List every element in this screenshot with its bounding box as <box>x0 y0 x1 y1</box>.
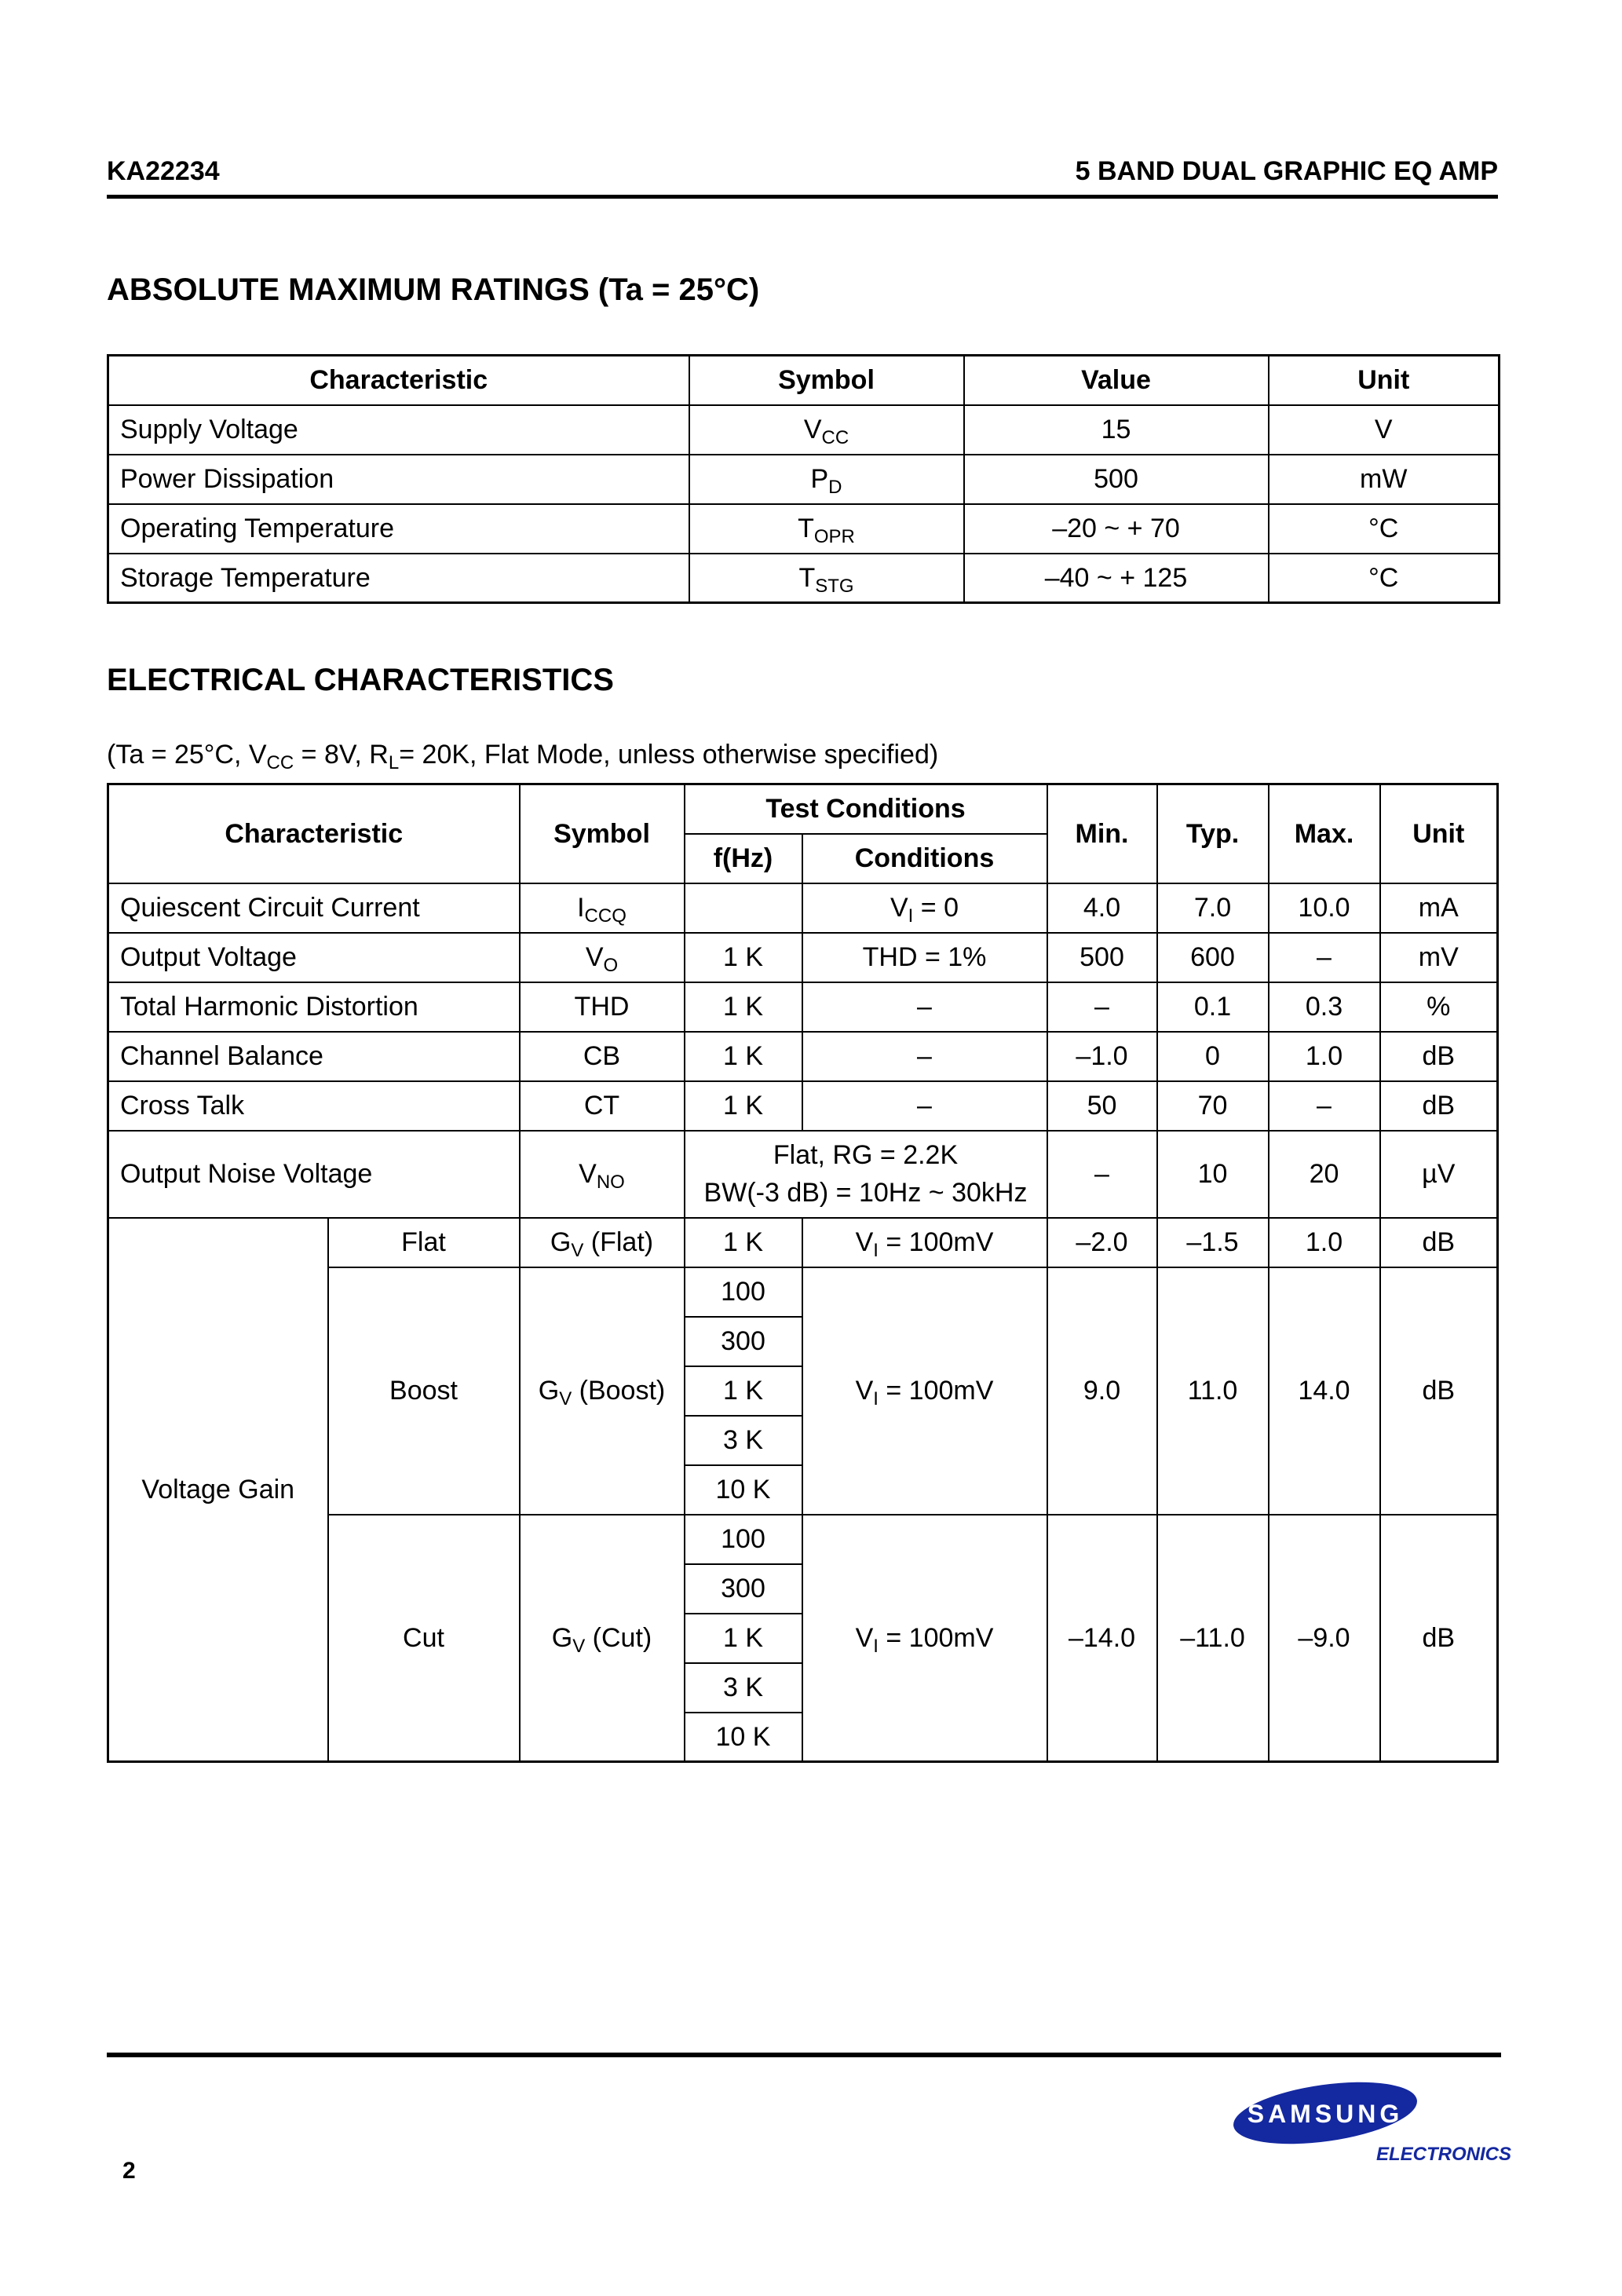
freq-cell: 1 K <box>685 1614 802 1663</box>
table-header-row <box>108 784 1498 834</box>
max-cell: –9.0 <box>1269 1515 1380 1762</box>
unit-cell: °C <box>1269 504 1500 554</box>
freq-cell: 300 <box>685 1317 802 1366</box>
table-row <box>108 1218 1498 1267</box>
freq-cell: 1 K <box>685 1218 802 1267</box>
symbol-cell: $T_{OPR}$ <box>689 504 964 554</box>
typ-cell: –1.5 <box>1157 1218 1269 1267</box>
table-row <box>108 405 1500 455</box>
table-row <box>108 982 1498 1032</box>
gain-mode-cell: Flat <box>328 1218 520 1267</box>
conditions-cell: $V_I = 100mV$ <box>802 1218 1047 1267</box>
characteristic-cell: Output Noise Voltage <box>108 1131 520 1218</box>
value-cell: 500 <box>964 455 1269 504</box>
symbol-cell: $T_{STG}$ <box>689 554 964 603</box>
unit-cell: mA <box>1380 883 1498 933</box>
table-row <box>108 455 1500 504</box>
conditions-cell: Flat, RG = 2.2K BW(-3 dB) = 10Hz ~ 30kHz <box>685 1131 1047 1218</box>
freq-cell: 3 K <box>685 1416 802 1465</box>
symbol-cell: $V_{NO}$ <box>520 1131 685 1218</box>
typ-cell: 10 <box>1157 1131 1269 1218</box>
part-number: KA22234 <box>107 156 220 186</box>
footer-rule <box>107 2053 1501 2057</box>
col-symbol: Symbol <box>689 356 964 405</box>
conditions-cell: THD = 1% <box>802 933 1047 982</box>
max-cell: 1.0 <box>1269 1032 1380 1081</box>
freq-cell: 3 K <box>685 1663 802 1713</box>
symbol-cell: $G_V$ (Boost) <box>520 1267 685 1515</box>
max-cell: 14.0 <box>1269 1267 1380 1515</box>
unit-cell: % <box>1380 982 1498 1032</box>
characteristic-cell: Power Dissipation <box>108 455 689 504</box>
min-cell: 500 <box>1047 933 1157 982</box>
value-cell: 15 <box>964 405 1269 455</box>
unit-cell: dB <box>1380 1267 1498 1515</box>
max-cell: 1.0 <box>1269 1218 1380 1267</box>
freq-cell: 10 K <box>685 1713 802 1762</box>
min-cell: 9.0 <box>1047 1267 1157 1515</box>
freq-cell: 100 <box>685 1515 802 1564</box>
conditions-cell: $V_I = 100mV$ <box>802 1515 1047 1762</box>
col-unit: Unit <box>1269 356 1500 405</box>
symbol-cell: CT <box>520 1081 685 1131</box>
conditions-cell: – <box>802 1032 1047 1081</box>
freq-cell: 10 K <box>685 1465 802 1515</box>
typ-cell: 0.1 <box>1157 982 1269 1032</box>
max-cell: – <box>1269 933 1380 982</box>
col-symbol: Symbol <box>520 784 685 883</box>
table-row <box>108 504 1500 554</box>
freq-cell: 100 <box>685 1267 802 1317</box>
page-number: 2 <box>122 2158 136 2184</box>
unit-cell: mW <box>1269 455 1500 504</box>
unit-cell: V <box>1269 405 1500 455</box>
logo-division-text: ELECTRONICS <box>1375 2144 1511 2165</box>
abs-max-title: ABSOLUTE MAXIMUM RATINGS (Ta = 25°C) <box>107 272 760 307</box>
symbol-cell: $I_{CCQ}$ <box>520 883 685 933</box>
logo-brand-text: SAMSUNG <box>1247 2100 1404 2128</box>
freq-cell: 1 K <box>685 933 802 982</box>
table-row <box>108 554 1500 603</box>
characteristic-cell: Supply Voltage <box>108 405 689 455</box>
characteristic-cell: Quiescent Circuit Current <box>108 883 520 933</box>
typ-cell: 70 <box>1157 1081 1269 1131</box>
characteristic-cell: Total Harmonic Distortion <box>108 982 520 1032</box>
elec-table <box>107 783 1499 1763</box>
conditions-cell: – <box>802 1081 1047 1131</box>
col-unit: Unit <box>1380 784 1498 883</box>
unit-cell: °C <box>1269 554 1500 603</box>
product-title: 5 BAND DUAL GRAPHIC EQ AMP <box>1075 156 1498 186</box>
typ-cell: 7.0 <box>1157 883 1269 933</box>
conditions-cell: $V_I = 0$ <box>802 883 1047 933</box>
symbol-cell: THD <box>520 982 685 1032</box>
symbol-cell: $G_V$ (Flat) <box>520 1218 685 1267</box>
conditions-note: (Ta = 25°C, $V_{CC} = 8V$, $R_L= 20K$, Flat Mode, unless otherwise specified) <box>107 740 939 773</box>
characteristic-cell: Output Voltage <box>108 933 520 982</box>
conditions-cell: – <box>802 982 1047 1032</box>
col-value: Value <box>964 356 1269 405</box>
table-header-row <box>108 356 1500 405</box>
typ-cell: 11.0 <box>1157 1267 1269 1515</box>
conditions-cell: $V_I = 100mV$ <box>802 1267 1047 1515</box>
characteristic-cell: Storage Temperature <box>108 554 689 603</box>
typ-cell: 600 <box>1157 933 1269 982</box>
symbol-cell: $G_V$ (Cut) <box>520 1515 685 1762</box>
characteristic-cell: Channel Balance <box>108 1032 520 1081</box>
col-characteristic: Characteristic <box>108 784 520 883</box>
voltage-gain-label: Voltage Gain <box>108 1218 328 1762</box>
characteristic-cell: Operating Temperature <box>108 504 689 554</box>
header-rule <box>107 195 1498 199</box>
symbol-cell: $V_O$ <box>520 933 685 982</box>
symbol-cell: $V_{CC}$ <box>689 405 964 455</box>
abs-max-table <box>107 354 1500 604</box>
gain-mode-cell: Boost <box>328 1267 520 1515</box>
freq-cell: 300 <box>685 1564 802 1614</box>
freq-cell: 1 K <box>685 1032 802 1081</box>
freq-cell: 1 K <box>685 982 802 1032</box>
col-max: Max. <box>1269 784 1380 883</box>
value-cell: –20 ~ + 70 <box>964 504 1269 554</box>
min-cell: – <box>1047 982 1157 1032</box>
value-cell: –40 ~ + 125 <box>964 554 1269 603</box>
unit-cell: dB <box>1380 1081 1498 1131</box>
symbol-cell: CB <box>520 1032 685 1081</box>
max-cell: – <box>1269 1081 1380 1131</box>
min-cell: –2.0 <box>1047 1218 1157 1267</box>
gain-mode-cell: Cut <box>328 1515 520 1762</box>
table-row <box>108 883 1498 933</box>
characteristic-cell: Cross Talk <box>108 1081 520 1131</box>
elec-title: ELECTRICAL CHARACTERISTICS <box>107 663 614 697</box>
unit-cell: dB <box>1380 1032 1498 1081</box>
table-row <box>108 1081 1498 1131</box>
freq-cell <box>685 883 802 933</box>
min-cell: 4.0 <box>1047 883 1157 933</box>
col-characteristic: Characteristic <box>108 356 689 405</box>
freq-cell: 1 K <box>685 1081 802 1131</box>
min-cell: – <box>1047 1131 1157 1218</box>
symbol-cell: $P_D$ <box>689 455 964 504</box>
freq-cell: 1 K <box>685 1366 802 1416</box>
table-row <box>108 1032 1498 1081</box>
max-cell: 10.0 <box>1269 883 1380 933</box>
samsung-logo <box>1233 2077 1515 2171</box>
min-cell: –1.0 <box>1047 1032 1157 1081</box>
min-cell: 50 <box>1047 1081 1157 1131</box>
col-freq: f(Hz) <box>685 834 802 883</box>
typ-cell: –11.0 <box>1157 1515 1269 1762</box>
min-cell: –14.0 <box>1047 1515 1157 1762</box>
max-cell: 20 <box>1269 1131 1380 1218</box>
unit-cell: dB <box>1380 1218 1498 1267</box>
table-row <box>108 1131 1498 1218</box>
col-min: Min. <box>1047 784 1157 883</box>
col-conditions: Conditions <box>802 834 1047 883</box>
typ-cell: 0 <box>1157 1032 1269 1081</box>
unit-cell: µV <box>1380 1131 1498 1218</box>
table-row <box>108 933 1498 982</box>
col-typ: Typ. <box>1157 784 1269 883</box>
col-test-conditions: Test Conditions <box>685 784 1047 834</box>
max-cell: 0.3 <box>1269 982 1380 1032</box>
unit-cell: dB <box>1380 1515 1498 1762</box>
unit-cell: mV <box>1380 933 1498 982</box>
